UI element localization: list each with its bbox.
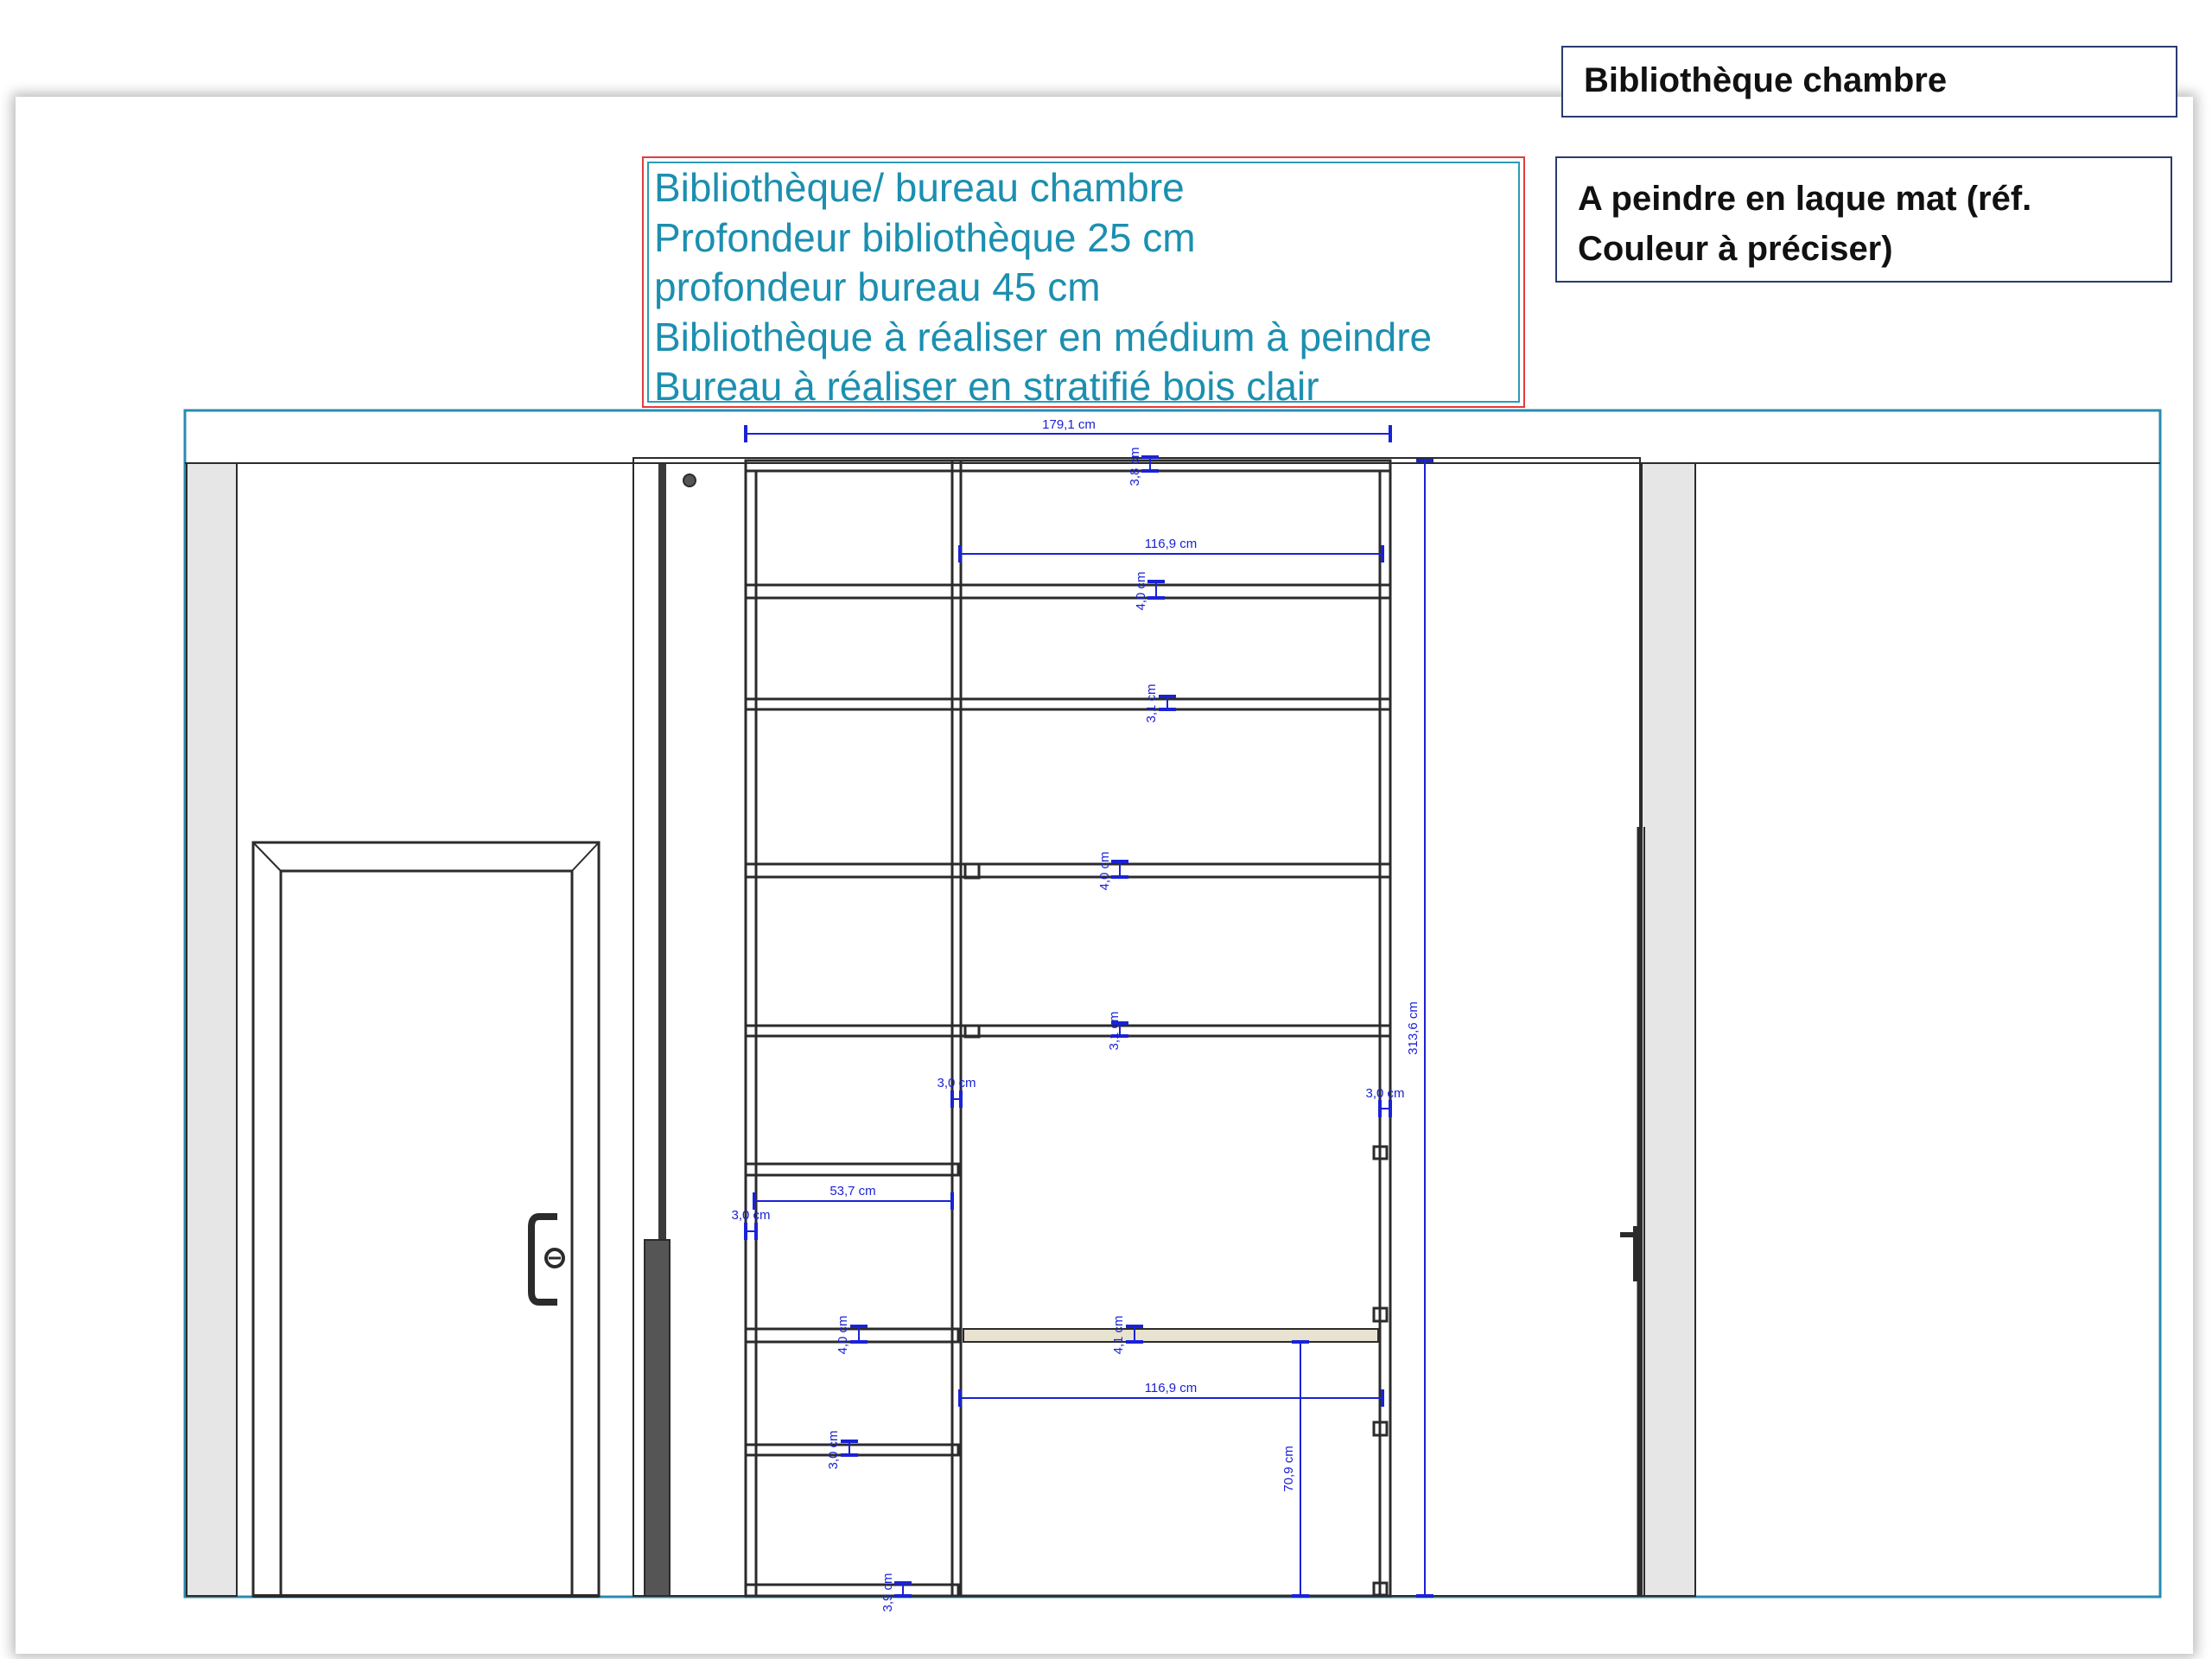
- dim-inner-width-desk: 116,9 cm: [1144, 1381, 1198, 1395]
- dim-inner-width-top: 116,9 cm: [1144, 537, 1198, 551]
- dim-shelf-5-thickness: 3,1 cm: [1107, 1011, 1122, 1051]
- dim-lower-left-shelf-thickness: 3,0 cm: [826, 1430, 841, 1470]
- spec-line-1: Bibliothèque/ bureau chambre: [654, 165, 1185, 210]
- spec-line-4: Bibliothèque à réaliser en médium à peindre: [654, 314, 1433, 359]
- dim-top-shelf-thickness: 3,8 cm: [1128, 447, 1142, 486]
- dim-left-column-width: 53,7 cm: [830, 1184, 876, 1198]
- desk-top: [963, 1329, 1378, 1342]
- note-line-2: Couleur à préciser): [1578, 230, 1893, 268]
- title-text: Bibliothèque chambre: [1584, 61, 1948, 99]
- right-door-handle-icon: [1620, 1226, 1637, 1281]
- dim-shelf-3-thickness: 3,1 cm: [1144, 683, 1159, 723]
- dim-shelf-4-thickness: 4,0 cm: [1097, 851, 1112, 891]
- spec-line-2: Profondeur bibliothèque 25 cm: [654, 214, 1196, 260]
- note-line-1: A peindre en laque mat (réf.: [1578, 180, 2032, 218]
- vertical-pipe: [658, 464, 666, 1240]
- dim-divider-thickness: 3,0 cm: [937, 1076, 976, 1090]
- dimension-lines: [746, 434, 1425, 1596]
- radiator-column: [645, 1240, 670, 1596]
- dim-right-side-thickness: 3,0 cm: [1365, 1086, 1405, 1101]
- right-wall-return: [1642, 463, 1695, 1596]
- dim-desk-height: 70,9 cm: [1281, 1446, 1296, 1492]
- dim-overall-height: 313,6 cm: [1406, 1001, 1421, 1055]
- wall-socket-icon: [683, 474, 696, 486]
- spec-line-5: Bureau à réaliser en stratifié bois clair: [654, 364, 1319, 403]
- dim-left-shelf-thickness: 4,0 cm: [836, 1315, 850, 1355]
- left-wall-return: [187, 463, 237, 1596]
- dim-overall-width: 179,1 cm: [1042, 417, 1096, 432]
- dim-desk-thickness: 4,1 cm: [1111, 1315, 1126, 1355]
- dim-left-side-thickness: 3,0 cm: [731, 1208, 771, 1223]
- dim-shelf-2-thickness: 4,0 cm: [1134, 571, 1148, 611]
- dim-plinth-thickness: 3,9 cm: [880, 1573, 895, 1612]
- spec-line-3: profondeur bureau 45 cm: [654, 264, 1101, 309]
- bookcase: [746, 461, 1390, 1596]
